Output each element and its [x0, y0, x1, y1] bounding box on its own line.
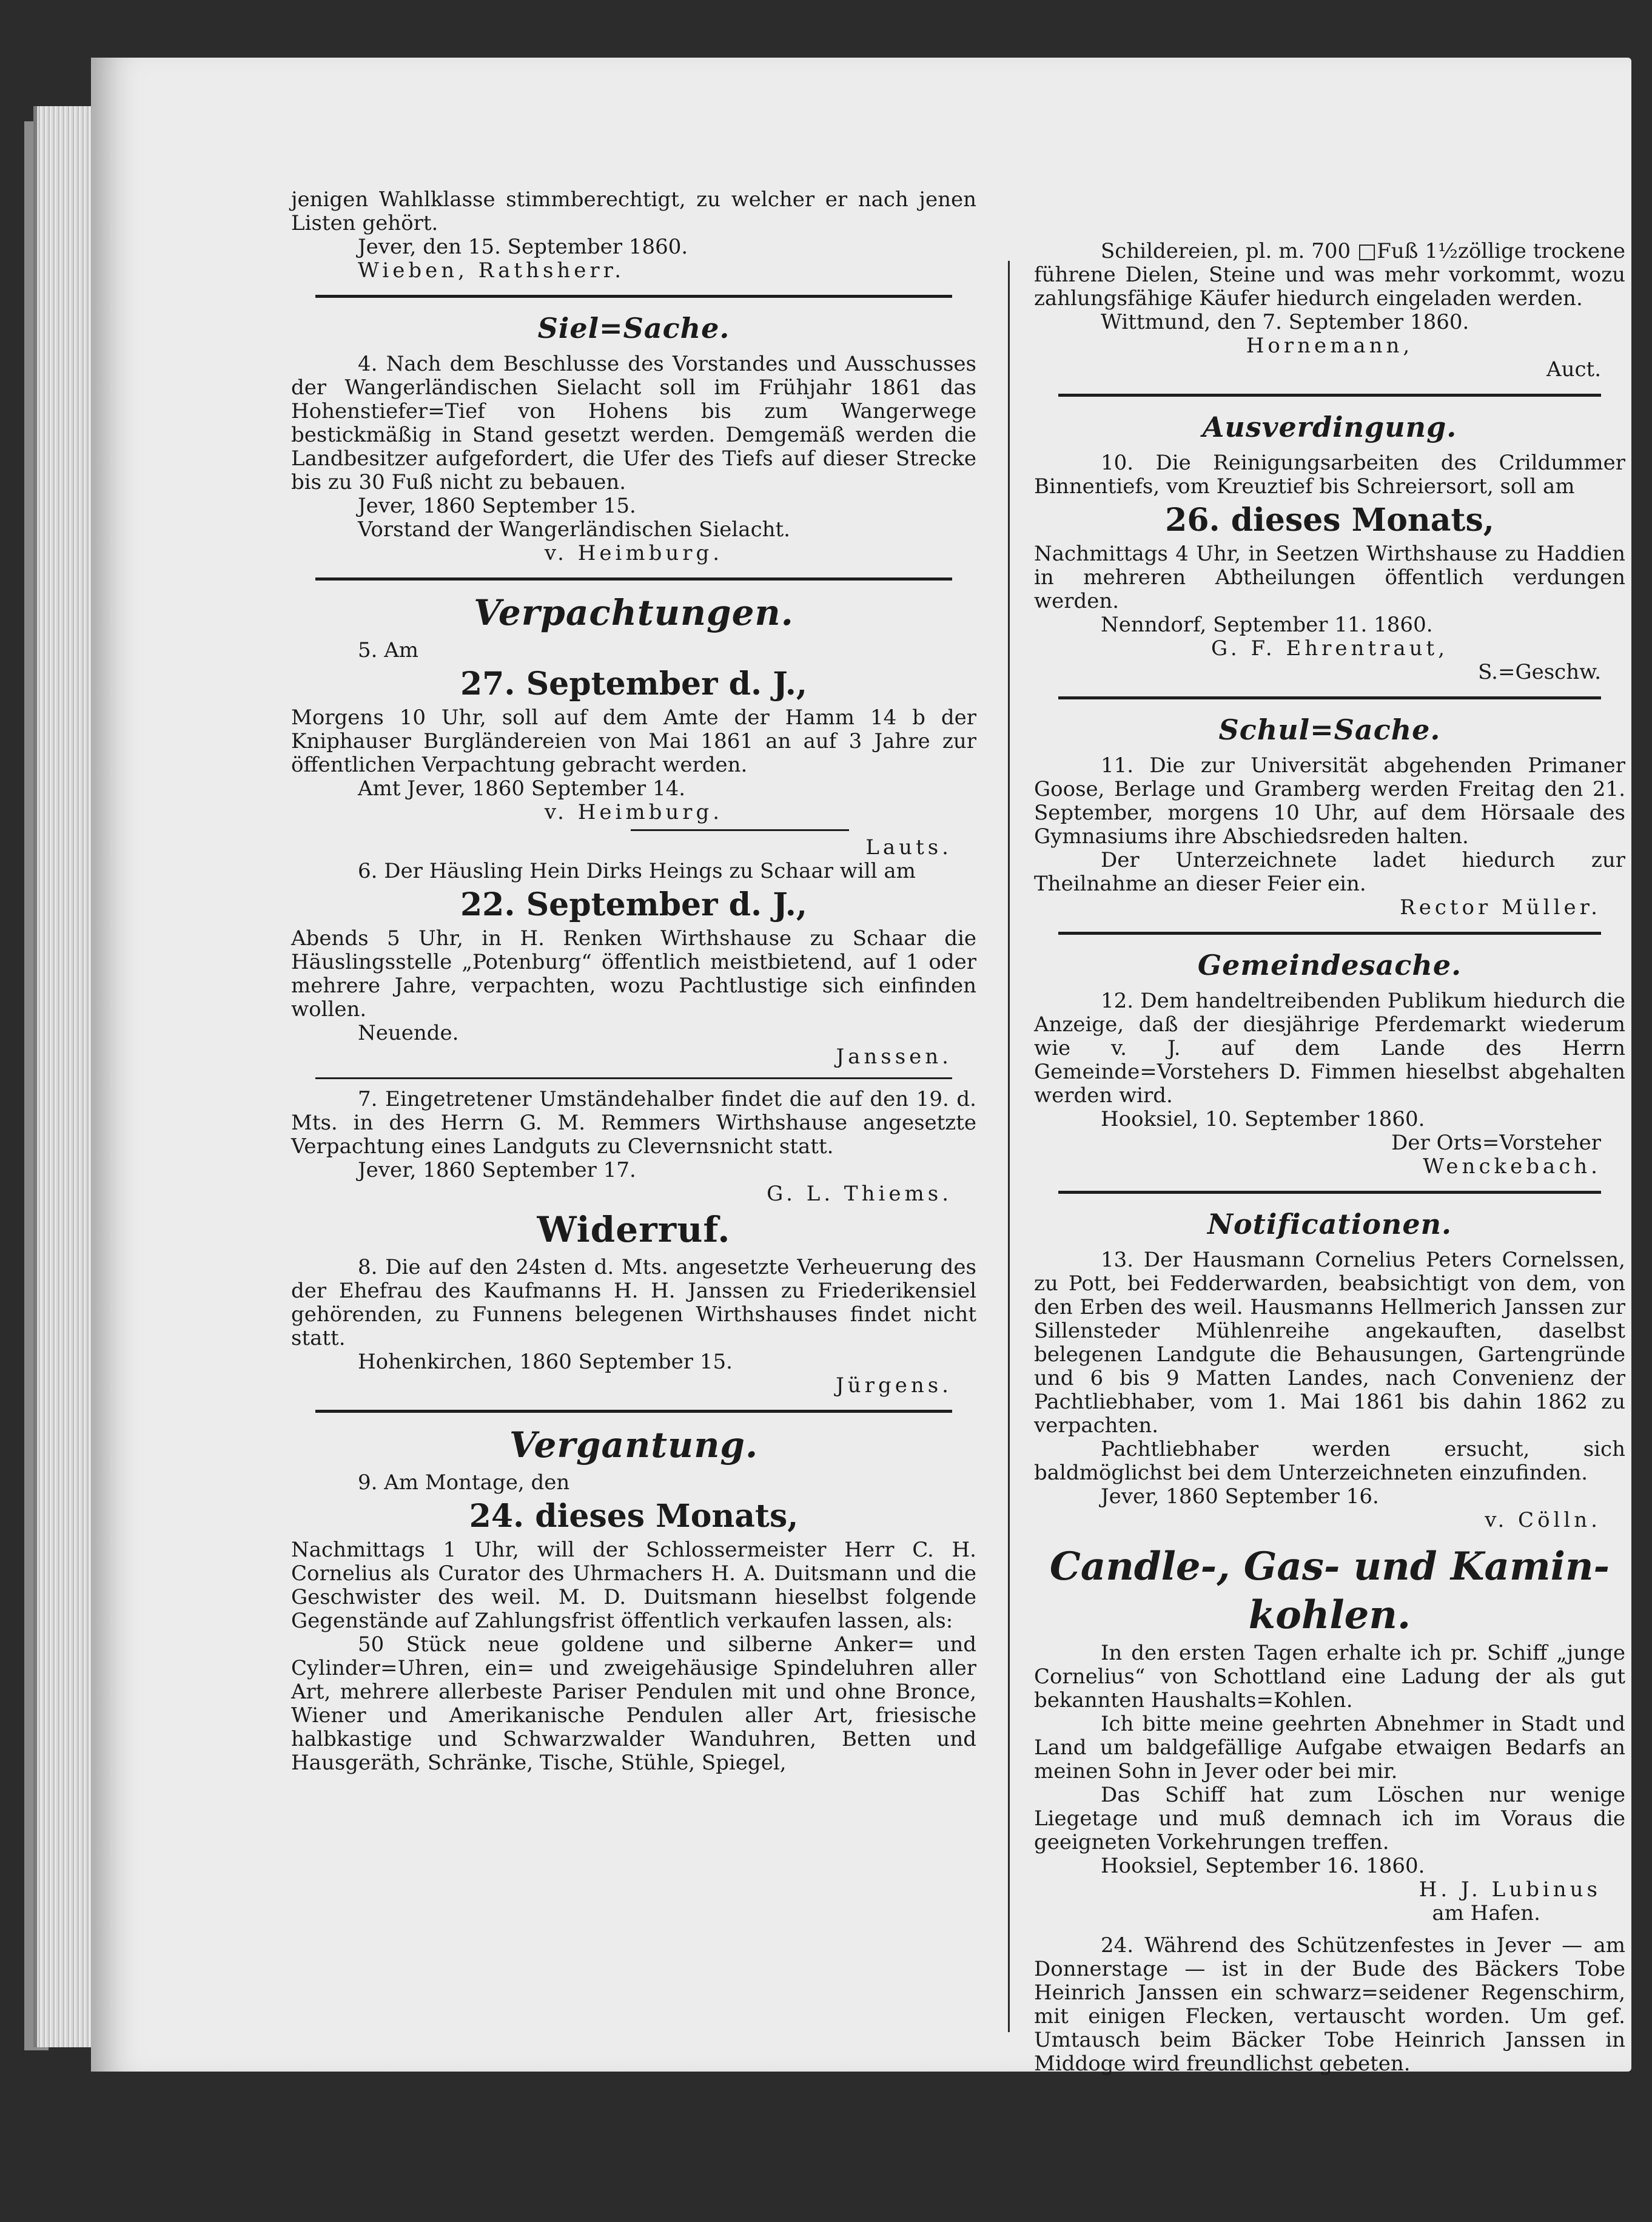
- gemeinde-role: Der Orts=Vorsteher: [1391, 1131, 1601, 1155]
- item24-text: 24. Während des Schützenfestes in Jever — am Donnerstage — ist in der Bude des Bäckers Tobe Heinrich Janssen ein schwarz=seidener Regenschirm, mit einigen Flecken, vertauscht worden. Um gef. Umtausch beim Bäcker Tobe Heinrich Janssen in Middoge wird freundlichst gebeten.: [1034, 1933, 1625, 2076]
- widerruf-sign: Jürgens.: [836, 1373, 952, 1398]
- item5-sign2: Lauts.: [865, 835, 952, 860]
- vergantung-heading: Vergantung.: [509, 1424, 759, 1466]
- ausverdingung-text2: Nachmittags 4 Uhr, in Seetzen Wirthshause zu Haddien in mehreren Abtheilungen öffentlich verdungen werden.: [1034, 542, 1625, 613]
- column-divider: [1008, 261, 1010, 2032]
- notificationen-sign: v. Cölln.: [1485, 1508, 1601, 1532]
- section-rule: [1058, 394, 1601, 397]
- item7-text: 7. Eingetretener Umständehalber findet die auf den 19. d. Mts. in des Herrn G. M. Remmers Wirthshause angesetzte Verpachtung eines Landguts zu Clevernsnicht statt.: [291, 1087, 976, 1159]
- item5-text: Morgens 10 Uhr, soll auf dem Amte der Hamm 14 b der Kniphauser Burgländereien von Mai 1861 an auf 3 Jahre zur öffentlichen Verpachtung gebracht werden.: [291, 705, 976, 777]
- kohlen-place: Hooksiel, September 16. 1860.: [1101, 1854, 1425, 1878]
- siel-org: Vorstand der Wangerländischen Sielacht.: [358, 517, 790, 542]
- intro-date: Jever, den 15. September 1860.: [358, 235, 688, 259]
- widerruf-heading: Widerruf.: [537, 1209, 731, 1250]
- item7-sign: G. L. Thiems.: [767, 1182, 952, 1206]
- item6-place: Neuende.: [358, 1021, 459, 1045]
- continuation-sign-role: Auct.: [1546, 357, 1601, 382]
- kohlen-text2: Ich bitte meine geehrten Abnehmer in Stadt und Land um baldgefällige Aufgabe etwaigen Bedarfs an meinen Sohn in Jever oder bei mir.: [1034, 1712, 1625, 1783]
- notificationen-text1: 13. Der Hausmann Cornelius Peters Cornelssen, zu Pott, bei Fedderwarden, beabsichtigt von dem, von den Erben des weil. Hausmanns Hellmerich Janssen zur Sillensteder Mühlenreihe angekauften, daselbst belegenen Landgute die Behausungen, Gartengründe und 6 bis 9 Matten Landes, nach Convenienz der Pachtliebhaber, vom 1. Mai 1861 bis dahin 1862 zu verpachten.: [1034, 1248, 1625, 1438]
- verpachtungen-heading: Verpachtungen.: [474, 592, 794, 633]
- ausverdingung-heading: Ausverdingung.: [1202, 411, 1457, 443]
- item6-date: 22. September d. J.,: [460, 886, 807, 923]
- schul-text1: 11. Die zur Universität abgehenden Primaner Goose, Berlage und Gramberg werden Freitag den 21. September, morgens 10 Uhr, auf dem Hörsaale des Gymnasiums ihre Abschiedsreden halten.: [1034, 753, 1625, 849]
- continuation-text: Schildereien, pl. m. 700 □Fuß 1½zöllige trockene führene Dielen, Steine und was mehr vorkommt, wozu zahlungsfähige Käufer hiedurch eingeladen werden.: [1034, 239, 1625, 311]
- gemeinde-heading: Gemeindesache.: [1197, 949, 1462, 981]
- schul-text2: Der Unterzeichnete ladet hiedurch zur Theilnahme an dieser Feier ein.: [1034, 848, 1625, 896]
- item5-sign1: v. Heimburg.: [544, 800, 724, 824]
- kohlen-heading-1: Candle-, Gas- und Kamin-: [1049, 1544, 1610, 1589]
- schul-sign: Rector Müller.: [1400, 895, 1601, 920]
- left-column: [291, 188, 976, 1775]
- kohlen-heading-2: kohlen.: [1248, 1592, 1411, 1638]
- intro-text: jenigen Wahlklasse stimmberechtigt, zu welcher er nach jenen Listen gehört.: [291, 187, 976, 235]
- section-rule: [315, 1410, 952, 1413]
- item6-text1: 6. Der Häusling Hein Dirks Heings zu Schaar will am: [358, 859, 916, 883]
- vergantung-lead: 9. Am Montage, den: [358, 1470, 570, 1495]
- section-rule: [1058, 1191, 1601, 1194]
- siel-sign: v. Heimburg.: [544, 541, 724, 565]
- siel-text: 4. Nach dem Beschlusse des Vorstandes und Ausschusses der Wangerländischen Sielacht soll im Frühjahr 1861 das Hohenstiefer=Tief von Hohens bis zum Wangerwege bestickmäßig in Stand gesetzt werden. Demgemäß werden die Landbesitzer aufgefordert, die Ufer des Tiefs auf dieser Strecke bis zu 30 Fuß nicht zu bebauen.: [291, 352, 976, 494]
- gemeinde-text: 12. Dem handeltreibenden Publikum hiedurch die Anzeige, daß der diesjährige Pferdemarkt wiederum wie v. J. auf dem Lande des Herrn Gemeinde=Vorstehers D. Fimmen hieselbst abgehalten werden wird.: [1034, 989, 1625, 1108]
- continuation-sign: Hornemann,: [1246, 334, 1414, 358]
- notificationen-heading: Notificationen.: [1207, 1208, 1452, 1241]
- section-rule: [1058, 696, 1601, 699]
- book-page-edges: [33, 106, 95, 2047]
- section-rule: [315, 295, 952, 298]
- kohlen-text3: Das Schiff hat zum Löschen nur wenige Liegetage und muß demnach ich im Voraus die geeigneten Vorkehrungen treffen.: [1034, 1783, 1625, 1854]
- continuation-date: Wittmund, den 7. September 1860.: [1101, 310, 1469, 334]
- item7-date: Jever, 1860 September 17.: [358, 1158, 636, 1182]
- section-rule: [1058, 932, 1601, 935]
- widerruf-text: 8. Die auf den 24sten d. Mts. angesetzte Verheuerung des der Ehefrau des Kaufmanns H. H. Janssen zu Friederikensiel gehörenden, zu Funnens belegenen Wirthshauses findet nicht statt.: [291, 1255, 976, 1350]
- ausverdingung-place: Nenndorf, September 11. 1860.: [1101, 613, 1433, 637]
- siel-date: Jever, 1860 September 15.: [358, 494, 636, 518]
- signature-rule: [631, 829, 849, 831]
- vergantung-date: 24. dieses Monats,: [469, 1498, 799, 1535]
- siel-heading: Siel=Sache.: [537, 312, 730, 345]
- ausverdingung-sign: G. F. Ehrentraut,: [1210, 636, 1449, 661]
- right-column: [1034, 240, 1625, 2076]
- vergantung-text: Nachmittags 1 Uhr, will der Schlossermeister Herr C. H. Cornelius als Curator des Uhrmachers H. A. Duitsmann und die Geschwister des weil. M. D. Duitsmann hieselbst folgende Gegenstände auf Zahlungsfrist öffentlich verkaufen lassen, als:: [291, 1538, 976, 1633]
- item5-date: 27. September d. J.,: [460, 665, 807, 702]
- intro-sign: Wieben, Rathsherr.: [358, 258, 625, 283]
- kohlen-sign-role: am Hafen.: [1432, 1901, 1540, 1925]
- kohlen-sign: H. J. Lubinus: [1419, 1877, 1601, 1902]
- section-rule: [315, 577, 952, 581]
- notificationen-place: Jever, 1860 September 16.: [1101, 1484, 1379, 1509]
- gemeinde-sign: Wenckebach.: [1423, 1154, 1601, 1179]
- item5-place: Amt Jever, 1860 September 14.: [358, 776, 686, 801]
- notificationen-text2: Pachtliebhaber werden ersucht, sich baldmöglichst bei dem Unterzeichneten einzufinden.: [1034, 1437, 1625, 1485]
- kohlen-text1: In den ersten Tagen erhalte ich pr. Schiff „junge Cornelius“ von Schottland eine Ladung der als gut bekannten Haushalts=Kohlen.: [1034, 1641, 1625, 1712]
- vergantung-list: 50 Stück neue goldene und silberne Anker= und Cylinder=Uhren, ein= und zweigehäusige Spindeluhren aller Art, mehrere allerbeste Pariser Pendulen mit und ohne Bronce, Wiener und Amerikanische Pendulen aller Art, friesische halbkastige und Schwarzwalder Wanduhren, Betten und Hausgeräth, Schränke, Tische, Stühle, Spiegel,: [291, 1632, 976, 1775]
- item6-text2: Abends 5 Uhr, in H. Renken Wirthshause zu Schaar die Häuslingsstelle „Potenburg“ öffentlich meistbietend, auf 1 oder mehrere Jahre, verpachten, wozu Pachtlustige sich einfinden wollen.: [291, 926, 976, 1022]
- ausverdingung-sign-role: S.=Geschw.: [1478, 660, 1601, 684]
- gemeinde-place: Hooksiel, 10. September 1860.: [1101, 1107, 1425, 1131]
- widerruf-place: Hohenkirchen, 1860 September 15.: [358, 1350, 733, 1374]
- ausverdingung-text1: 10. Die Reinigungsarbeiten des Crildummer Binnentiefs, vom Kreuztief bis Schreiersort, soll am: [1034, 451, 1625, 499]
- item5-lead: 5. Am: [358, 638, 419, 662]
- ausverdingung-date: 26. dieses Monats,: [1165, 502, 1494, 539]
- schul-heading: Schul=Sache.: [1218, 713, 1441, 746]
- item-rule: [315, 1077, 952, 1079]
- item6-sign: Janssen.: [836, 1045, 952, 1069]
